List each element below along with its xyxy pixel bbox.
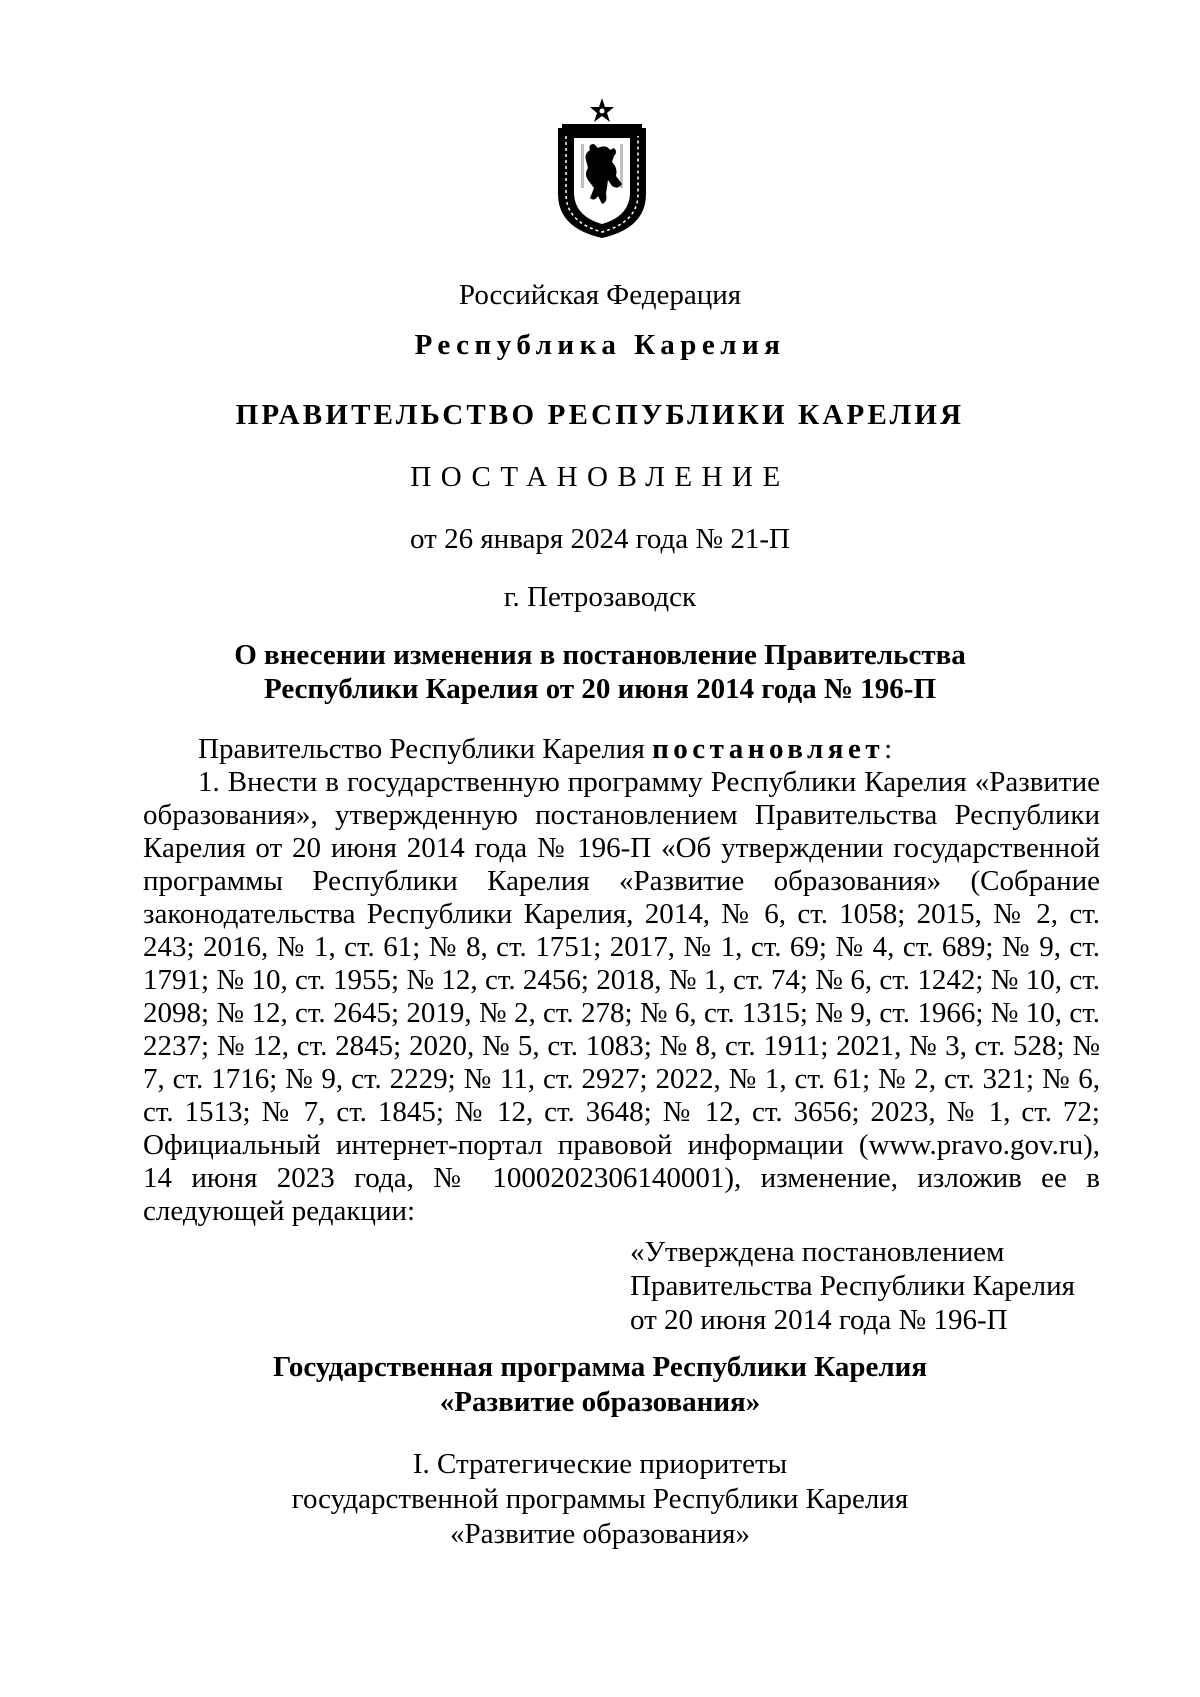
approval-stamp <box>630 1235 1075 1337</box>
paragraph-1: 1. Внести в государственную программу Республики Карелия «Развитие образования», утвержденную постановлением Правительства Республики Карелия от 20 июня 2014 года № 196-П «Об утверждении государственной программы Республики Карелия «Развитие образования» (Собрание законодательства Республики Карелия, 2014, № 6, ст. 1058; 2015, № 2, ст. 243; 2016, № 1, ст. 61; № 8, ст. 1751; 2017, № 1, ст. 69; № 4, ст. 689; № 9, ст. 1791; № 10, ст. 1955; № 12, ст. 2456; 2018, № 1, ст. 74; № 6, ст. 1242; № 10, ст. 2098; № 12, ст. 2645; 2019, № 2, ст. 278; № 6, ст. 1315; № 9, ст. 1966; № 10, ст. 2237; № 12, ст. 2845; 2020, № 5, ст. 1083; № 8, ст. 1911; 2021, № 3, ст. 528; № 7, ст. 1716; № 9, ст. 2229; № 11, ст. 2927; 2022, № 1, ст. 61; № 2, ст. 321; № 6, ст. 1513; № 7, ст. 1845; № 12, ст. 3648; № 12, ст. 3656; 2023, № 1, ст. 72; Официальный интернет-портал правовой информации (www.pravo.gov.ru), 14 июня 2023 года, № 1000202306140001), изменение, изложив ее в следующей редакции: <box>143 766 1100 1227</box>
intro-resolves: постановляет <box>652 733 885 765</box>
decree-date-number: от 26 января 2024 года № 21-П <box>410 523 790 555</box>
subject-line-1: О внесении изменения в постановление Правительства <box>234 639 966 671</box>
intro-sentence <box>143 733 1100 766</box>
intro-suffix: : <box>884 733 893 765</box>
section-heading-3: «Развитие образования» <box>450 1518 750 1550</box>
coat-of-arms-icon <box>552 98 652 240</box>
country-name: Российская Федерация <box>458 279 742 311</box>
city: г. Петрозаводск <box>503 581 697 613</box>
intro-prefix: Правительство Республики Карелия <box>198 733 653 765</box>
approval-line-3: от 20 июня 2014 года № 196-П <box>630 1304 1008 1336</box>
program-title-1: Государственная программа Республики Карелия <box>272 1351 928 1383</box>
approval-line-2: Правительства Республики Карелия <box>630 1270 1076 1302</box>
republic-name: Республика Карелия <box>414 329 786 361</box>
subject-line-2: Республики Карелия от 20 июня 2014 года № 196-П <box>263 673 936 705</box>
decree-body <box>143 733 1100 1228</box>
section-heading-2: государственной программы Республики Карелия <box>291 1483 909 1515</box>
section-heading-1: I. Стратегические приоритеты <box>412 1448 788 1480</box>
document-type: ПОСТАНОВЛЕНИЕ <box>410 461 790 493</box>
program-title-2: «Развитие образования» <box>439 1386 761 1418</box>
approval-line-1: «Утверждена постановлением <box>630 1236 1005 1268</box>
government-name: ПРАВИТЕЛЬСТВО РЕСПУБЛИКИ КАРЕЛИЯ <box>235 399 965 431</box>
